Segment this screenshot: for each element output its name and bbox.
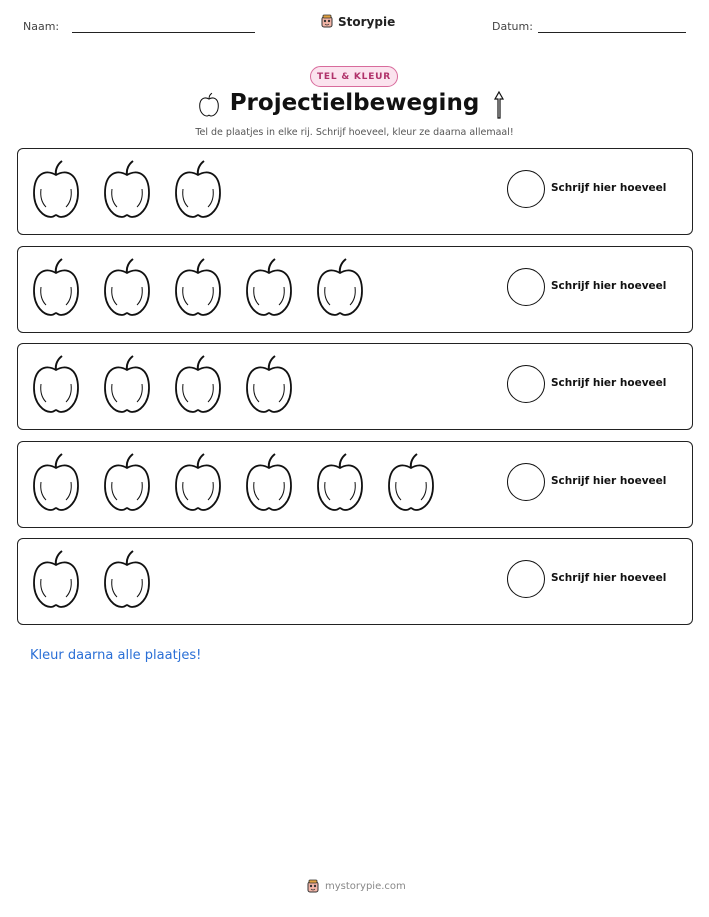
answer-circle[interactable] (507, 365, 545, 403)
apple-icon[interactable] (314, 452, 366, 512)
answer-label: Schrijf hier hoeveel (551, 279, 667, 292)
apple-icon[interactable] (101, 257, 153, 317)
storypie-logo-icon (320, 14, 334, 29)
answer-label: Schrijf hier hoeveel (551, 182, 667, 194)
apple-icon[interactable] (172, 159, 224, 219)
count-row (17, 343, 693, 430)
count-row (17, 441, 693, 528)
date-line[interactable] (538, 32, 686, 33)
apple-icon[interactable] (30, 452, 82, 512)
category-badge: TEL & KLEUR (310, 66, 398, 87)
answer-label: Schrijf hier hoeveel (551, 377, 667, 389)
name-line[interactable] (72, 32, 255, 33)
apple-icon[interactable] (172, 354, 224, 414)
footer-brand (306, 879, 406, 894)
apple-icon[interactable] (101, 452, 153, 512)
apple-icon[interactable] (101, 549, 153, 609)
apple-icon[interactable] (30, 257, 82, 317)
footer-site: mystorypie.com (325, 881, 406, 892)
apple-icon[interactable] (243, 354, 295, 414)
apple-icon[interactable] (243, 257, 295, 317)
name-label: Naam: (23, 20, 60, 33)
apple-icon[interactable] (172, 257, 224, 317)
brand-name: Storypie (338, 14, 396, 29)
answer-label: Schrijf hier hoeveel (551, 474, 667, 487)
arrow-icon (492, 90, 506, 120)
apple-icon[interactable] (243, 452, 295, 512)
apple-icon[interactable] (30, 549, 82, 609)
apple-icon[interactable] (101, 354, 153, 414)
instructions: Tel de plaatjes in elke rij. Schrijf hoeveel, kleur ze daarna allemaal! (195, 127, 514, 138)
date-label: Datum: (492, 20, 533, 33)
answer-label: Schrijf hier hoeveel (551, 572, 667, 584)
apple-icon[interactable] (314, 257, 366, 317)
count-row (17, 538, 693, 625)
storypie-logo-icon (306, 879, 320, 894)
footer-note: Kleur daarna alle plaatjes! (30, 648, 202, 663)
answer-circle[interactable] (507, 560, 545, 598)
count-row (17, 148, 693, 235)
answer-circle[interactable] (507, 463, 545, 501)
apple-icon[interactable] (385, 452, 437, 512)
apple-icon[interactable] (30, 354, 82, 414)
answer-circle[interactable] (507, 170, 545, 208)
apple-icon[interactable] (172, 452, 224, 512)
answer-circle[interactable] (507, 268, 545, 306)
apple-icon[interactable] (101, 159, 153, 219)
apple-icon[interactable] (30, 159, 82, 219)
brand (320, 14, 395, 29)
count-row (17, 246, 693, 333)
page-title: Projectielbeweging (229, 90, 480, 116)
